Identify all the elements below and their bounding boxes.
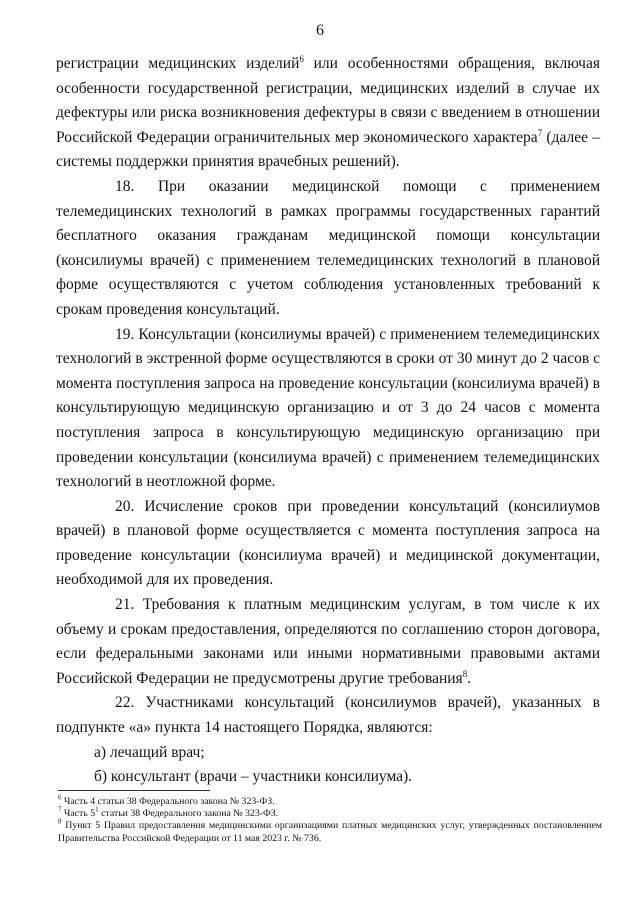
footnote-7 [58, 805, 602, 820]
paragraph-text: . [467, 669, 472, 687]
paragraph-text: 21. Требования к платным медицинским услугам, в том числе к их объему и срокам предоставления, определяются по соглашению сторон договора, если федеральными законами или иными нормативными правовыми актами Российской Федерации не предусмотрены другие требования [56, 596, 600, 687]
footnote-ref: 6 [299, 53, 304, 64]
footnote-text: Часть 5 [61, 808, 96, 820]
list-item-a: а) лечащий врач; [94, 743, 205, 761]
list-item-b: б) консультант (врачи – участники консилиума). [94, 768, 413, 786]
footnote-text: Часть 4 статьи 38 Федерального закона № 323-ФЗ. [61, 796, 275, 807]
footnote-ref: 7 [537, 127, 543, 138]
footnote-mark: 8 [58, 818, 62, 827]
footnotes [58, 793, 602, 845]
footnote-text: статьи 38 Федерального закона № 323-ФЗ. [98, 808, 279, 820]
footnote-sup: 1 [95, 805, 99, 814]
footnote-mark: 6 [58, 793, 62, 802]
paragraph-20: 20. Исчисление сроков при проведении консультаций (консилиумов врачей) в плановой форме осуществляется с момента поступления запроса на проведение консультации (консилиума врачей) и медицинской документации, необходимой для их проведения. [56, 497, 600, 589]
footnote-mark: 7 [58, 805, 62, 814]
footnote-separator [58, 790, 210, 791]
page-number: 6 [316, 22, 324, 39]
paragraph-continuation [56, 52, 600, 175]
document-body [56, 52, 600, 790]
paragraph-22: 22. Участниками консультаций (консилиумов врачей), указанных в подпункте «а» пункта 14 настоящего Порядка, являются: [56, 694, 600, 737]
footnote-text: Пункт 5 Правил предоставления медицинскими организациями платных медицинских услуг, утвержденных постановлением Правительства Российской Федерации от 11 мая 2023 г. № 736. [58, 820, 602, 844]
paragraph-18: 18. При оказании медицинской помощи с применением телемедицинских технологий в рамках программы государственных гарантий бесплатного оказания гражданам медицинской помощи консультации (консилиумы врачей) с применением телемедицинских технологий в плановой форме осуществляются с учетом соблюдения установленных требований к срокам проведения консультаций. [56, 177, 600, 318]
paragraph-19: 19. Консультации (консилиумы врачей) с применением телемедицинских технологий в экстренной форме осуществляются в сроки от 30 минут до 2 часов с момента поступления запроса на проведение консультации (консилиума врачей) в консультирующую медицинскую организацию и от 3 до 24 часов с момента поступления запроса в консультирующую медицинскую организацию при проведении консультации (консилиума врачей) с применением телемедицинских технологий в неотложной форме. [56, 325, 600, 491]
footnote-8 [58, 820, 602, 844]
footnote-ref: 8 [462, 668, 468, 679]
paragraph-text: регистрации медицинских изделий [56, 55, 300, 72]
paragraph-text: или особенностями обращения, включая особенности государственной регистрации, медицинских изделий в случае их дефектуры или риска возникновения дефектуры в связи с введением в отношении Российской Федерации ограничительных мер экономического характера [56, 55, 600, 146]
paragraph-21 [56, 593, 600, 691]
paragraph-text: (далее – системы поддержки принятия врачебных решений). [56, 128, 600, 171]
footnote-6 [58, 793, 602, 808]
